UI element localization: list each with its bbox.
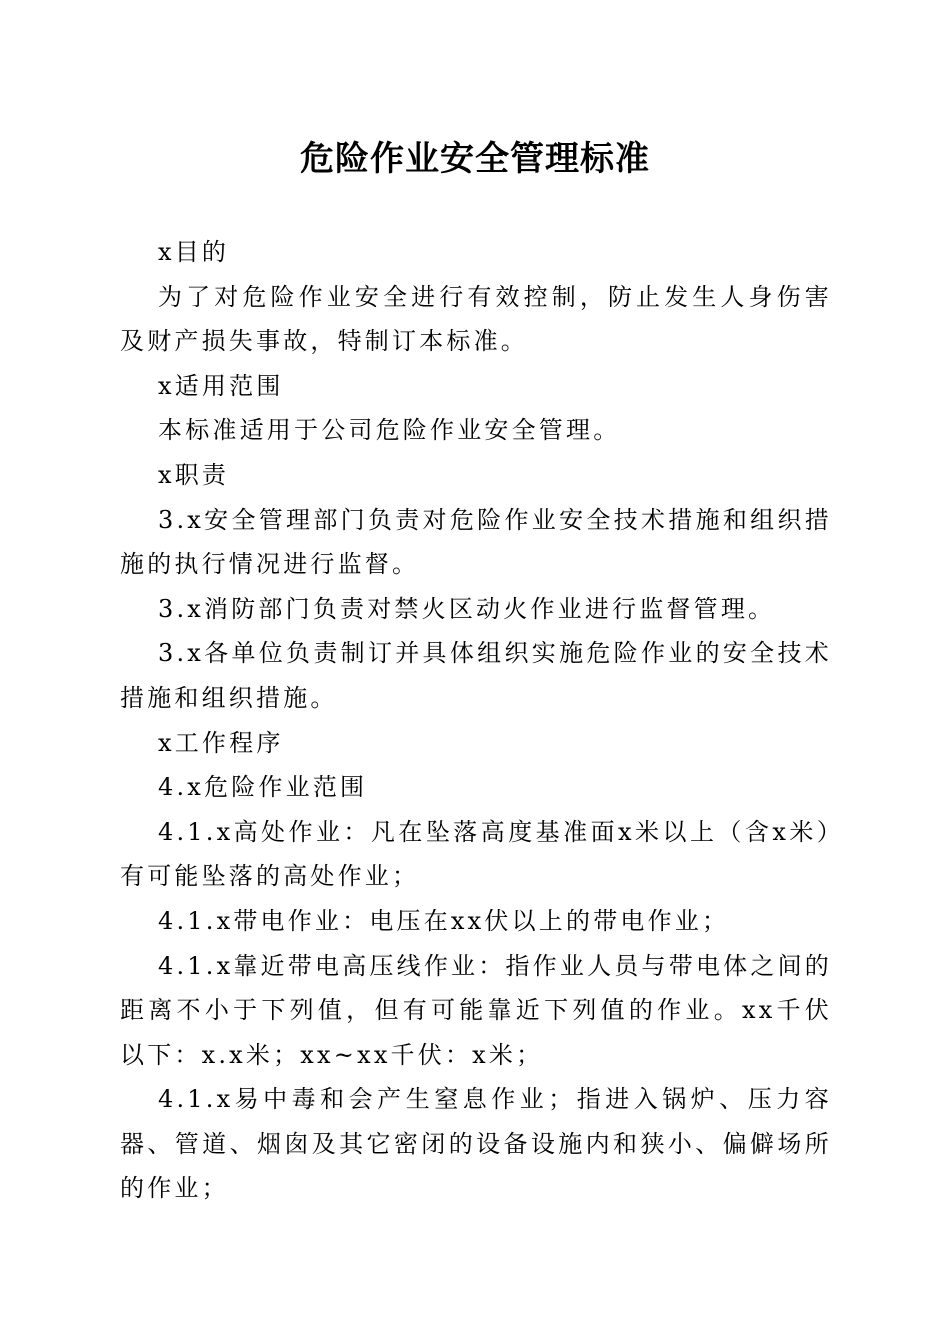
list-item-high-voltage-work: 4.1.x靠近带电高压线作业：指作业人员与带电体之间的距离不小于下列值，但有可能靠近下列值的作业。xx千伏以下：x.x米；xx~xx千伏：x米； — [120, 951, 832, 1069]
section-heading-scope: x适用范围 — [158, 371, 284, 400]
document-title: 危险作业安全管理标准 — [300, 139, 650, 179]
list-item-height-work: 4.1.x高处作业：凡在坠落高度基准面x米以上（含x米）有可能坠落的高处作业； — [120, 817, 832, 891]
paragraph-responsibility-fire: 3.x消防部门负责对禁火区动火作业进行监督管理。 — [158, 594, 776, 623]
paragraph-scope: 本标准适用于公司危险作业安全管理。 — [158, 416, 621, 445]
document-body — [120, 230, 832, 1211]
section-heading-responsibilities: x职责 — [158, 460, 230, 489]
list-item-confined-space-work: 4.1.x易中毒和会产生窒息作业；指进入锅炉、压力容器、管道、烟囱及其它密闭的设备设施内和狭小、偏僻场所的作业； — [120, 1085, 832, 1203]
section-heading-procedure: x工作程序 — [158, 728, 284, 757]
paragraph-responsibility-units: 3.x各单位负责制订并具体组织实施危险作业的安全技术措施和组织措施。 — [120, 639, 832, 712]
section-heading-purpose: x目的 — [158, 238, 230, 266]
list-item-live-work: 4.1.x带电作业：电压在xx伏以上的带电作业； — [158, 906, 730, 935]
subsection-heading-scope: 4.x危险作业范围 — [158, 773, 368, 802]
paragraph-responsibility-safety: 3.x安全管理部门负责对危险作业安全技术措施和组织措施的执行情况进行监督。 — [120, 505, 832, 579]
paragraph-purpose: 为了对危险作业安全进行有效控制，防止发生人身伤害及财产损失事故，特制订本标准。 — [120, 282, 832, 356]
